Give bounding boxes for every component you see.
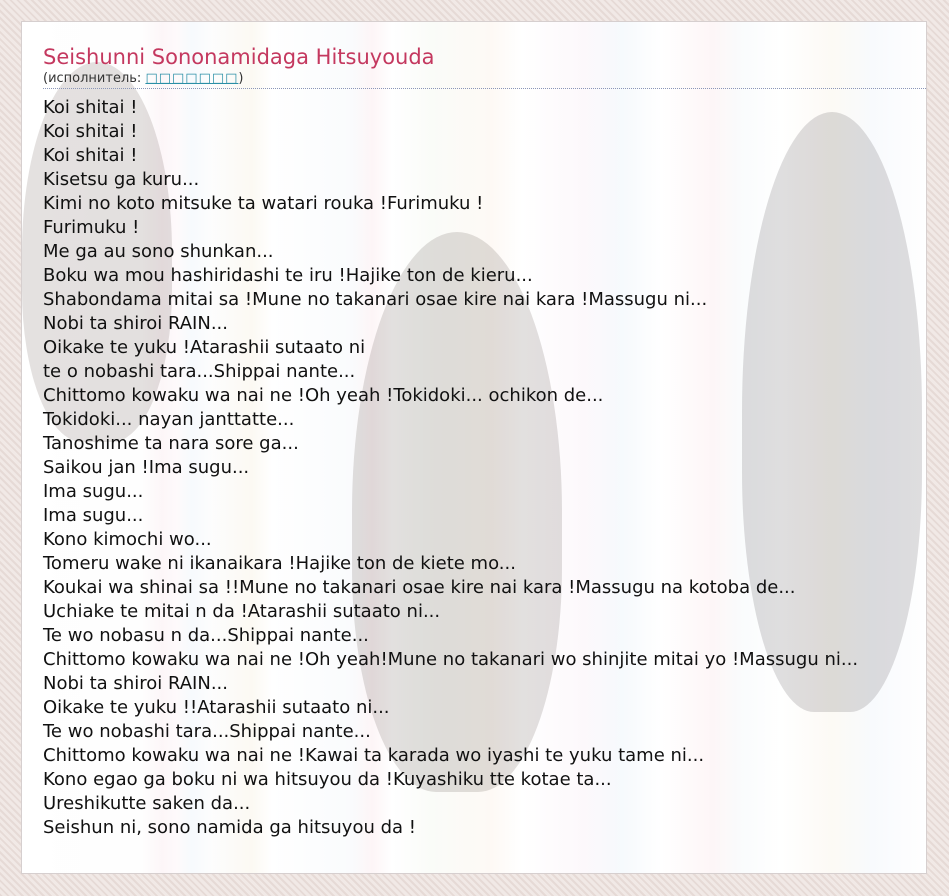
lyric-line: Kono kimochi wo... (43, 529, 212, 550)
lyrics-panel (21, 21, 927, 874)
lyric-line: Nobi ta shiroi RAIN... (43, 313, 228, 334)
song-content (43, 43, 927, 840)
lyric-line: Nobi ta shiroi RAIN... (43, 673, 228, 694)
lyric-line: Koi shitai ! (43, 145, 138, 166)
lyric-line: Shabondama mitai sa !Mune no takanari osae kire nai kara !Massugu ni... (43, 289, 708, 310)
lyrics-text (43, 96, 927, 840)
lyric-line: Koi shitai ! (43, 121, 138, 142)
lyric-line: Me ga au sono shunkan... (43, 241, 274, 262)
lyric-line: Koi shitai ! (43, 97, 138, 118)
lyric-line: Uchiake te mitai n da !Atarashii sutaato ni... (43, 601, 441, 622)
song-title: Seishunni Sononamidaga Hitsuyouda (43, 45, 435, 69)
lyric-line: Ureshikutte saken da... (43, 793, 251, 814)
lyric-line: Kimi no koto mitsuke ta watari rouka !Furimuku ! (43, 193, 484, 214)
lyric-line: Oikake te yuku !!Atarashii sutaato ni... (43, 697, 390, 718)
lyric-line: Tanoshime ta nara sore ga... (43, 433, 299, 454)
artist-prefix: (исполнитель: (43, 71, 146, 86)
lyric-line: Kisetsu ga kuru... (43, 169, 200, 190)
lyric-line: Ima sugu... (43, 505, 144, 526)
title-divider (43, 88, 926, 89)
lyric-line: Chittomo kowaku wa nai ne !Oh yeah!Mune no takanari wo shinjite mitai yo !Massugu ni... (43, 649, 859, 670)
lyric-line: Kono egao ga boku ni wa hitsuyou da !Kuyashiku tte kotae ta... (43, 769, 612, 790)
lyric-line: Tokidoki... nayan janttatte... (43, 409, 295, 430)
artist-line (43, 71, 927, 87)
lyric-line: Oikake te yuku !Atarashii sutaato ni (43, 337, 366, 358)
lyric-line: Te wo nobashi tara...Shippai nante... (43, 721, 371, 742)
lyric-line: Tomeru wake ni ikanaikara !Hajike ton de kiete mo... (43, 553, 516, 574)
lyric-line: te o nobashi tara...Shippai nante... (43, 361, 356, 382)
artist-suffix: ) (238, 71, 244, 86)
lyric-line: Chittomo kowaku wa nai ne !Oh yeah !Tokidoki... ochikon de... (43, 385, 604, 406)
lyric-line: Boku wa mou hashiridashi te iru !Hajike ton de kieru... (43, 265, 533, 286)
lyric-line: Te wo nobasu n da...Shippai nante... (43, 625, 369, 646)
lyric-line: Ima sugu... (43, 481, 144, 502)
lyric-line: Chittomo kowaku wa nai ne !Kawai ta karada wo iyashi te yuku tame ni... (43, 745, 705, 766)
artist-link[interactable]: □□□□□□□ (145, 71, 239, 86)
lyric-line: Seishun ni, sono namida ga hitsuyou da ! (43, 817, 416, 838)
lyric-line: Koukai wa shinai sa !!Mune no takanari osae kire nai kara !Massugu na kotoba de... (43, 577, 796, 598)
lyric-line: Saikou jan !Ima sugu... (43, 457, 250, 478)
lyric-line: Furimuku ! (43, 217, 140, 238)
